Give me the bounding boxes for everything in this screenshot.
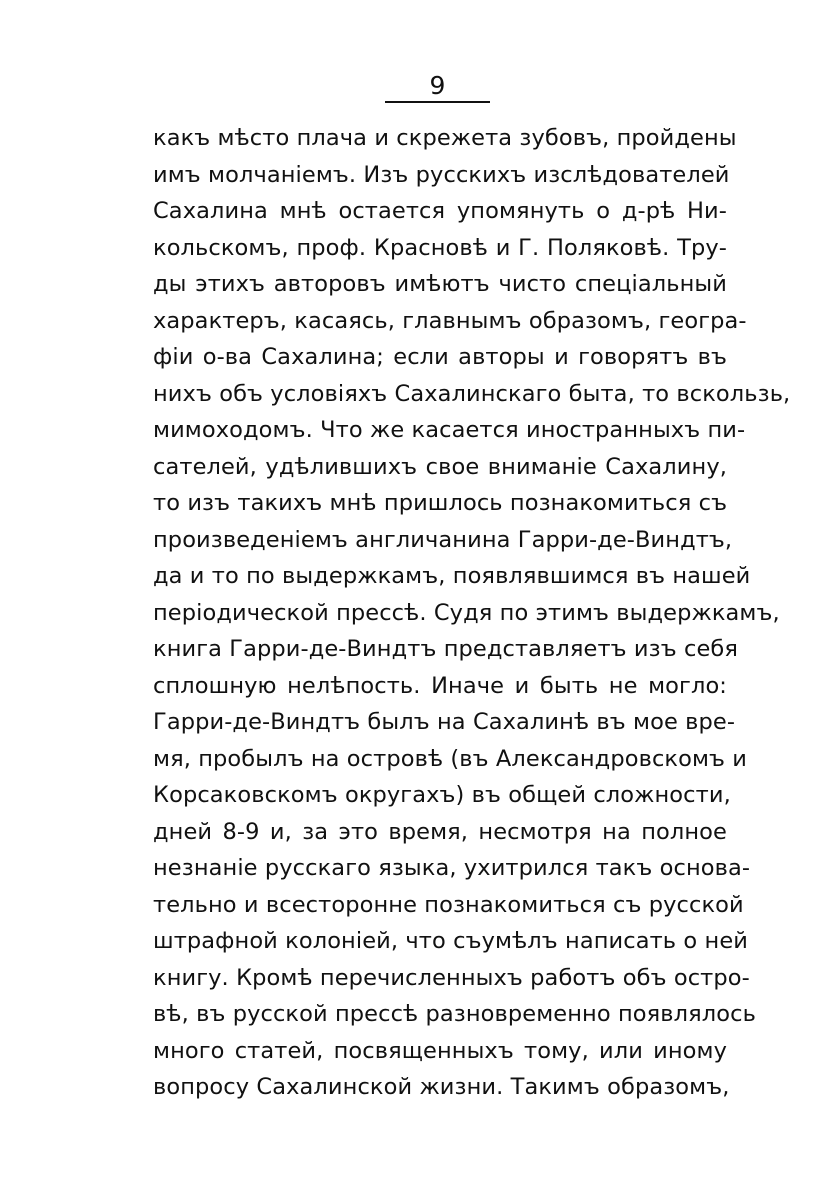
text-line: имъ молчаніемъ. Изъ русскихъ изслѣдователей	[153, 161, 730, 188]
text-line: мя, пробылъ на островѣ (въ Александровскомъ и	[153, 745, 748, 772]
text-line: фіи о-ва Сахалина; если авторы и говорятъ въ	[153, 344, 727, 370]
text-line: книгу. Кромѣ перечисленныхъ работъ объ остро-	[153, 964, 750, 991]
text-line: Сахалина мнѣ остается упомянуть о д-рѣ Ни-	[153, 198, 727, 224]
text-line: сателей, удѣлившихъ свое вниманіе Сахалину,	[153, 453, 727, 480]
text-line: Гарри-де-Виндтъ былъ на Сахалинѣ въ мое вре-	[153, 709, 736, 735]
text-line: ды этихъ авторовъ имѣютъ чисто спеціальный	[153, 271, 727, 297]
text-line: вѣ, въ русской прессѣ разновременно появлялось	[153, 1001, 756, 1027]
text-line: много статей, посвященныхъ тому, или иному	[153, 1037, 727, 1064]
text-line: вопросу Сахалинской жизни. Такимъ образомъ,	[153, 1074, 730, 1100]
text-line: произведеніемъ англичанина Гарри-де-Виндтъ,	[153, 526, 733, 553]
page-number-rule	[385, 101, 490, 103]
page-number: 9	[429, 71, 446, 100]
text-line: незнаніе русскаго языка, ухитрился такъ основа-	[153, 855, 751, 881]
text-line: нихъ объ условіяхъ Сахалинскаго быта, то вскользь,	[153, 380, 791, 407]
text-line: штрафной колоніей, что съумѣлъ написать о ней	[153, 928, 749, 954]
text-line: да и то по выдержкамъ, появлявшимся въ нашей	[153, 563, 751, 589]
text-line: Корсаковскомъ округахъ) въ общей сложности,	[153, 782, 731, 808]
text-line: то изъ такихъ мнѣ пришлось познакомиться съ	[153, 490, 728, 516]
text-line: книга Гарри-де-Виндтъ представляетъ изъ себя	[153, 636, 738, 662]
text-line: мимоходомъ. Что же касается иностранныхъ пи-	[153, 417, 746, 443]
body-text	[153, 120, 791, 1106]
text-line: тельно и всесторонне познакомиться съ русской	[153, 891, 744, 918]
text-line: какъ мѣсто плача и скрежета зубовъ, пройдены	[153, 125, 737, 151]
text-line: характеръ, касаясь, главнымъ образомъ, геогра-	[153, 307, 747, 334]
text-line: сплошную нелѣпость. Иначе и быть не могло:	[153, 672, 727, 699]
text-line: дней 8-9 и, за это время, несмотря на полное	[153, 818, 727, 845]
text-line: періодической прессѣ. Судя по этимъ выдержкамъ,	[153, 599, 780, 626]
text-line: кольскомъ, проф. Красновѣ и Г. Поляковѣ. Тру-	[153, 234, 727, 261]
